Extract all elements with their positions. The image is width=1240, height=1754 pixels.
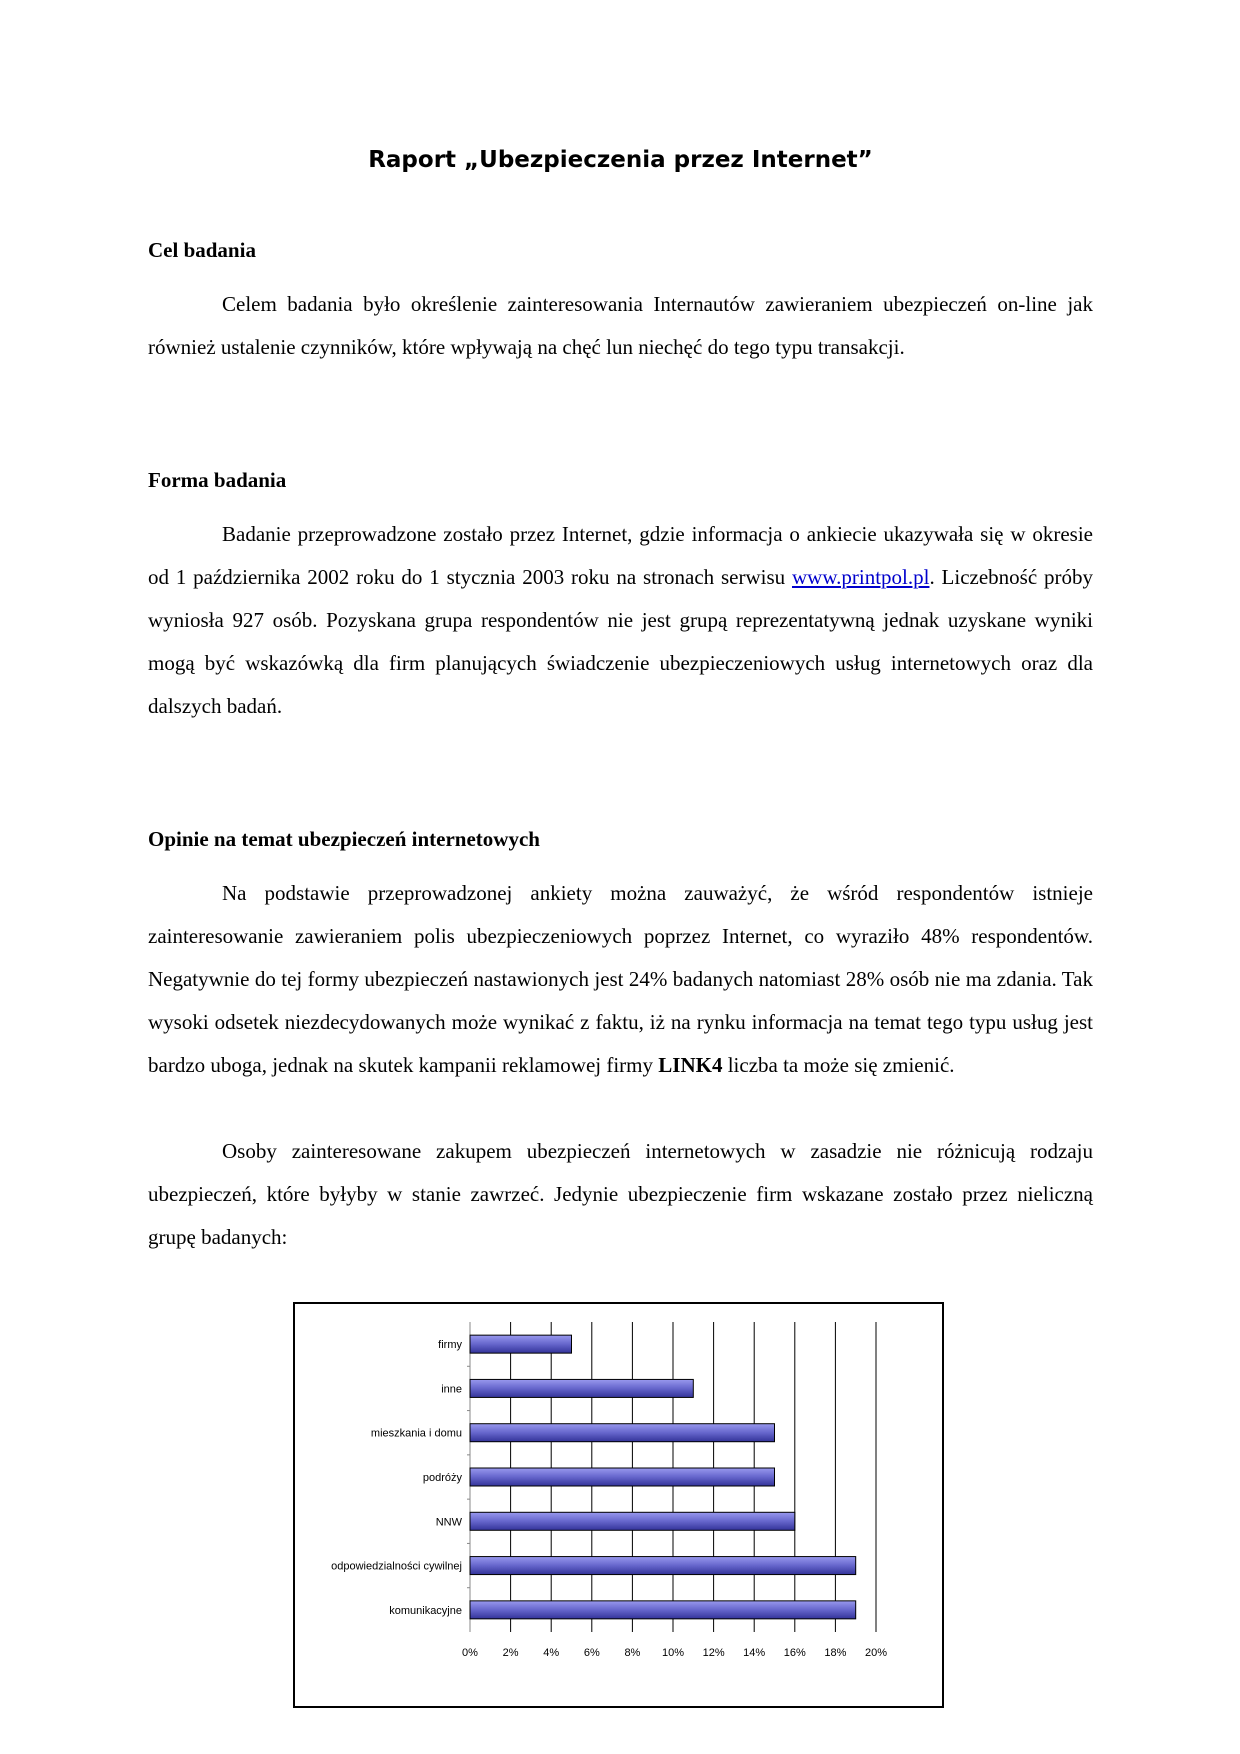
category-label: NNW: [435, 1516, 462, 1529]
x-tick-label: 0%: [462, 1647, 478, 1659]
section-paragraph-opinie-2: Osoby zainteresowane zakupem ubezpieczeń internetowych w zasadzie nie różnicują rodzaju ubezpieczeń, które byłyby w stanie zawrzeć. Jedynie ubezpieczenie firm wskazane zostało przez nieliczną grupę badanych:: [148, 1139, 1093, 1249]
section-heading-opinie: Opinie na temat ubezpieczeń internetowych: [148, 827, 540, 851]
x-tick-label: 8%: [624, 1647, 641, 1659]
x-tick-label: 2%: [502, 1647, 519, 1659]
bar-2: [470, 1379, 693, 1397]
paragraph-text: liczba ta może się zmienić.: [722, 1053, 955, 1077]
category-label: odpowiedzialności cywilnej: [331, 1560, 462, 1573]
x-tick-label: 12%: [702, 1647, 725, 1659]
bar-6: [470, 1557, 856, 1575]
section-paragraph-cel: Celem badania było określenie zainteresowania Internautów zawieraniem ubezpieczeń on-line jak również ustalenie czynników, które wpływają na chęć lun niechęć do tego typu transakcji.: [148, 292, 1093, 359]
x-tick-label: 18%: [824, 1647, 847, 1659]
x-tick-label: 14%: [743, 1647, 766, 1659]
category-label: mieszkania i domu: [370, 1427, 462, 1440]
category-label: firmy: [438, 1339, 462, 1352]
x-tick-label: 16%: [783, 1647, 806, 1659]
paragraph-text: . Liczebność próby wyniosła 927 osób. Pozyskana grupa respondentów nie jest grupą reprezentatywną jednak uzyskane wyniki mogą być wskazówką dla firm planujących świadczenie ubezpieczeniowych usług internetowych oraz dla dalszych badań.: [148, 565, 1093, 718]
section-paragraph-forma: [148, 513, 1093, 728]
bar-3: [470, 1424, 775, 1442]
bar-7: [470, 1601, 856, 1619]
section-paragraph-opinie-1: [148, 872, 1093, 1087]
bar-4: [470, 1468, 775, 1486]
section-heading-cel: Cel badania: [148, 238, 256, 262]
x-tick-label: 4%: [543, 1647, 560, 1659]
category-label: komunikacyjne: [389, 1604, 462, 1617]
x-tick-label: 10%: [661, 1647, 685, 1659]
printpol-link[interactable]: www.printpol.pl: [791, 565, 930, 589]
x-tick-label: 20%: [864, 1647, 888, 1659]
x-tick-label: 6%: [583, 1647, 600, 1659]
page-title: Raport „Ubezpieczenia przez Internet”: [368, 147, 873, 173]
insurance-types-chart: [293, 1302, 944, 1708]
bar-1: [470, 1335, 572, 1353]
category-label: podróży: [422, 1472, 462, 1484]
bar-5: [470, 1512, 795, 1530]
link4-brand: LINK4: [658, 1053, 723, 1077]
paragraph-text: Badanie przeprowadzone zostało przez Internet, gdzie informacja o ankiecie ukazywała się w okresie od 1 października 2002 roku do 1 stycznia 2003 roku na stronach serwisu: [148, 522, 1093, 589]
paragraph-text: Na podstawie przeprowadzonej ankiety można zauważyć, że wśród respondentów istnieje zainteresowanie zawieraniem polis ubezpieczeniowych poprzez Internet, co wyraziło 48% respondentów. Negatywnie do tej formy ubezpieczeń nastawionych jest 24% badanych natomiast 28% osób nie ma zdania. Tak wysoki odsetek niezdecydowanych może wynikać z faktu, iż na rynku informacja na temat tego typu usług jest bardzo uboga, jednak na skutek kampanii reklamowej firmy: [148, 881, 1093, 1077]
bar-chart-svg: [295, 1304, 942, 1706]
section-heading-forma: Forma badania: [148, 468, 287, 492]
category-label: inne: [441, 1383, 462, 1396]
